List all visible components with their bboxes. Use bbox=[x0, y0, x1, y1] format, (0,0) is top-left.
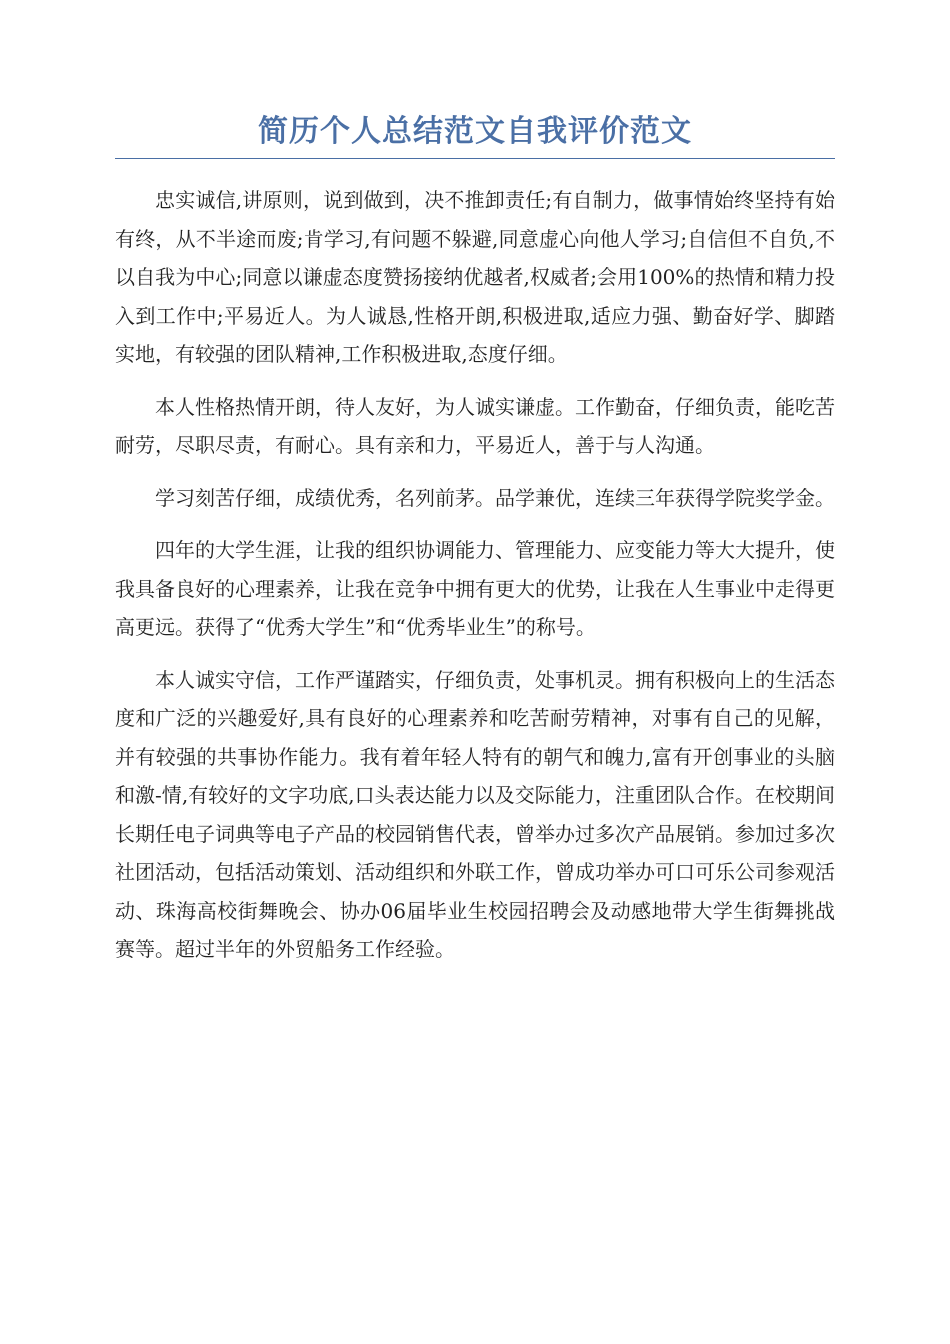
document-body bbox=[115, 181, 835, 969]
document-title: 简历个人总结范文自我评价范文 bbox=[115, 112, 835, 159]
paragraph-2: 本人性格热情开朗，待人友好，为人诚实谦虚。工作勤奋，仔细负责，能吃苦耐劳，尽职尽责，有耐心。具有亲和力，平易近人，善于与人沟通。 bbox=[115, 394, 835, 457]
paragraph-5: 本人诚实守信，工作严谨踏实，仔细负责，处事机灵。拥有积极向上的生活态度和广泛的兴趣爱好,具有良好的心理素养和吃苦耐劳精神，对事有自己的见解，并有较强的共事协作能力。我有着年轻人特有的朝气和魄力,富有开创事业的头脑和激-情,有较好的文字功底,口头表达能力以及交际能力，注重团队合作。在校期间长期任电子词典等电子产品的校园销售代表，曾举办过多次产品展销。参加过多次社团活动，包括活动策划、活动组织和外联工作，曾成功举办可口可乐公司参观活动、珠海高校街舞晚会、协办06届毕业生校园招聘会及动感地带大学生街舞挑战赛等。超过半年的外贸船务工作经验。 bbox=[115, 667, 835, 961]
paragraph-4: 四年的大学生涯，让我的组织协调能力、管理能力、应变能力等大大提升，使我具备良好的心理素养，让我在竞争中拥有更大的优势，让我在人生事业中走得更高更远。获得了“优秀大学生”和“优秀毕业生”的称号。 bbox=[115, 538, 835, 639]
paragraph-1: 忠实诚信,讲原则，说到做到，决不推卸责任;有自制力，做事情始终坚持有始有终，从不半途而废;肯学习,有问题不躲避,同意虚心向他人学习;自信但不自负,不以自我为中心;同意以谦虚态度赞扬接纳优越者,权威者;会用100%的热情和精力投入到工作中;平易近人。为人诚恳,性格开朗,积极进取,适应力强、勤奋好学、脚踏实地，有较强的团队精神,工作积极进取,态度仔细。 bbox=[115, 188, 835, 366]
paragraph-3: 学习刻苦仔细，成绩优秀，名列前茅。品学兼优，连续三年获得学院奖学金。 bbox=[155, 485, 835, 510]
